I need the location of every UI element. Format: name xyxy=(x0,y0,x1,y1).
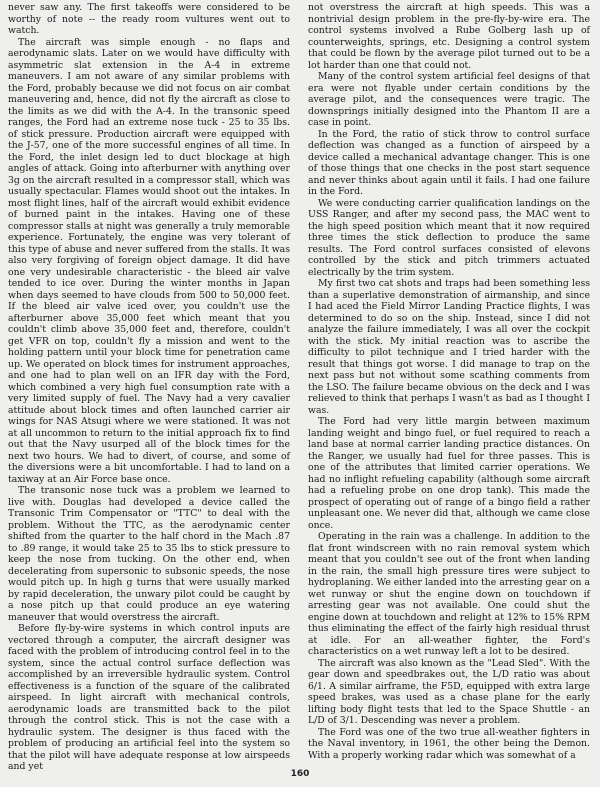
paragraph: Operating in the rain was a challenge. In addition to the flat front windscreen with no rain removal system which meant that you couldn't see out of the front when landing in the rain, the small high pressure tires were subject to hydroplaning. We either landed into the arresting gear on a wet runway or shut the engine down on touchdown if arresting gear was not available. One could shut the engine down at touchdown and relight at 12% to 15% RPM thus eliminating the effect of the fairly high residual thrust at idle. For an all-weather fighter, the Ford's characteristics on a wet runway left a lot to be desired. xyxy=(308,531,590,657)
paragraph: We were conducting carrier qualification landings on the USS Ranger, and after my second pass, the MAC went to the high speed position which meant that it now required three times the stick deflection to produce the same results. The Ford control surfaces consisted of elevons controlled by the stick and pitch trimmers actuated electrically by the trim system. xyxy=(308,197,590,278)
paragraph: The aircraft was also known as the "Lead Sled". With the gear down and speedbrakes out, the L/D ratio was about 6/1. A similar airframe, the F5D, equipped with extra large speed brakes, was used as a chase plane for the early lifting body flight tests that led to the Space Shuttle - an L/D of 3/1. Descending was never a problem. xyxy=(308,657,590,726)
paragraph: The aircraft was simple enough - no flaps and aerodynamic slats. Later on we would have difficulty with asymmetric slat extension in the A-4 in extreme maneuvers. I am not aware of any similar problems with the Ford, probably because we did not focus on air combat maneuvering and, hence, did not fly the aircraft as close to the limits as we did with the A-4. In the transonic speed ranges, the Ford had an extreme nose tuck - 25 to 35 lbs. of stick pressure. Production aircraft were equipped with the J-57, one of the more successful engines of all time. In the Ford, the inlet design led to duct blockage at high angles of attack. Going into afterburner with anything over 3g on the aircraft resulted in a compressor stall, which was usually spectacular. Flames would shoot out the intakes. In most flight lines, half of the aircraft would exhibit evidence of burned paint in the intakes. Having one of these compressor stalls at night was generally a truly memorable experience. Fortunately, the engine was very tolerant of this type of abuse and never suffered from the stalls. It was also very forgiving of foreign object damage. It did have one very undesirable characteristic - the bleed air valve tended to ice over. During the winter months in Japan when days seemed to have clouds from 500 to 50,000 feet. If the bleed air valve iced over, you couldn't use the afterburner above 35,000 feet which meant that you couldn't climb above 35,000 feet and, therefore, couldn't get VFR on top, couldn't fly a mission and went to the holding pattern until your block time for penetration came up. We operated on block times for instrument approaches, and one had to plan well on an IFR day with the Ford, which combined a very high fuel consumption rate with a very limited supply of fuel. The Navy had a very cavalier attitude about block times and often launched carrier air wings for NAS Atsugi where we were stationed. It was not at all uncommon to return to the initial approach fix to find out that the Navy usurped all of the block times for the next two hours. We had to divert, of course, and some of the diversions were a bit uncomfortable. I had to land on a taxiway at an Air Force base once. xyxy=(8,36,290,485)
text-columns xyxy=(8,2,590,772)
paragraph: The Ford had very little margin between maximum landing weight and bingo fuel, or fuel required to reach a land base at normal carrier landing practice distances. On the Ranger, we usually had fuel for three passes. This is one of the attributes that limited carrier operations. We had no inflight refueling capability (although some aircraft had a refueling probe on one drop tank). This made the prospect of operating out of range of a bingo field a rather unpleasant one. We never did that, although we came close once. xyxy=(308,416,590,531)
right-column xyxy=(308,2,590,762)
paragraph: Many of the control system artificial feel designs of that era were not flyable under certain conditions by the average pilot, and the consequences were tragic. The downsprings initially designed into the Phantom II are a case in point. xyxy=(308,71,590,128)
paragraph: Before fly-by-wire systems in which control inputs are vectored through a computer, the aircraft designer was faced with the problem of introducing control feel in to the system, since the actual control surface deflection was accomplished by an irreversible hydraulic system. Control effectiveness is a function of the square of the calibrated airspeed. In light aircraft with mechanical controls, aerodynamic loads are transmitted back to the pilot through the control stick. This is not the case with a hydraulic system. The designer is thus faced with the problem of producing an artificial feel into the system so that the pilot will have adequate response at low airspeeds and yet xyxy=(8,623,290,772)
paragraph: not overstress the aircraft at high speeds. This was a nontrivial design problem in the pre-fly-by-wire era. The control systems involved a Rube Golberg lash up of counterweights, springs, etc. Designing a control system that could be flown by the average pilot turned out to be a lot harder than one that could not. xyxy=(308,2,590,71)
paragraph: The Ford was one of the two true all-weather fighters in the Naval inventory, in 1961, the other being the Demon. With a properly working radar which was somewhat of a xyxy=(308,726,590,761)
left-column xyxy=(8,2,290,772)
paragraph: The transonic nose tuck was a problem we learned to live with. Douglas had developed a device called the Transonic Trim Compensator or "TTC" to deal with the problem. Without the TTC, as the aerodynamic center shifted from the quarter to the half chord in the Mach .87 to .89 range, it would take 25 to 35 lbs to stick pressure to keep the nose from tucking. On the other end, when decelerating from supersonic to subsonic speeds, the nose would pitch up. In high g turns that were usually marked by rapid deceleration, the unwary pilot could be caught by a nose pitch up that could produce an eye watering maneuver that would overstress the aircraft. xyxy=(8,485,290,623)
paragraph: My first two cat shots and traps had been something less than a superlative demonstration of airmanship, and since I had aced the Field Mirror Landing Practice flights, I was determined to do so on the ship. Instead, since I did not analyze the failure immediately, I was all over the cockpit with the stick. My initial reaction was to ascribe the difficulty to pilot technique and I tried harder with the result that things got worse. I did manage to trap on the next pass but not without some scathing comments from the LSO. The failure became obvious on the deck and I was relieved to think that perhaps I wasn't as bad as I thought I was. xyxy=(308,278,590,416)
paragraph: never saw any. The first takeoffs were considered to be worthy of note -- the ready room vultures went out to watch. xyxy=(8,2,290,36)
page-number: 160 xyxy=(290,769,310,779)
paragraph: In the Ford, the ratio of stick throw to control surface deflection was changed as a function of airspeed by a device called a mechanical advantage changer. This is one of those things that one checks in the post start sequence and never thinks about again until it fails. I had one failure in the Ford. xyxy=(308,128,590,197)
